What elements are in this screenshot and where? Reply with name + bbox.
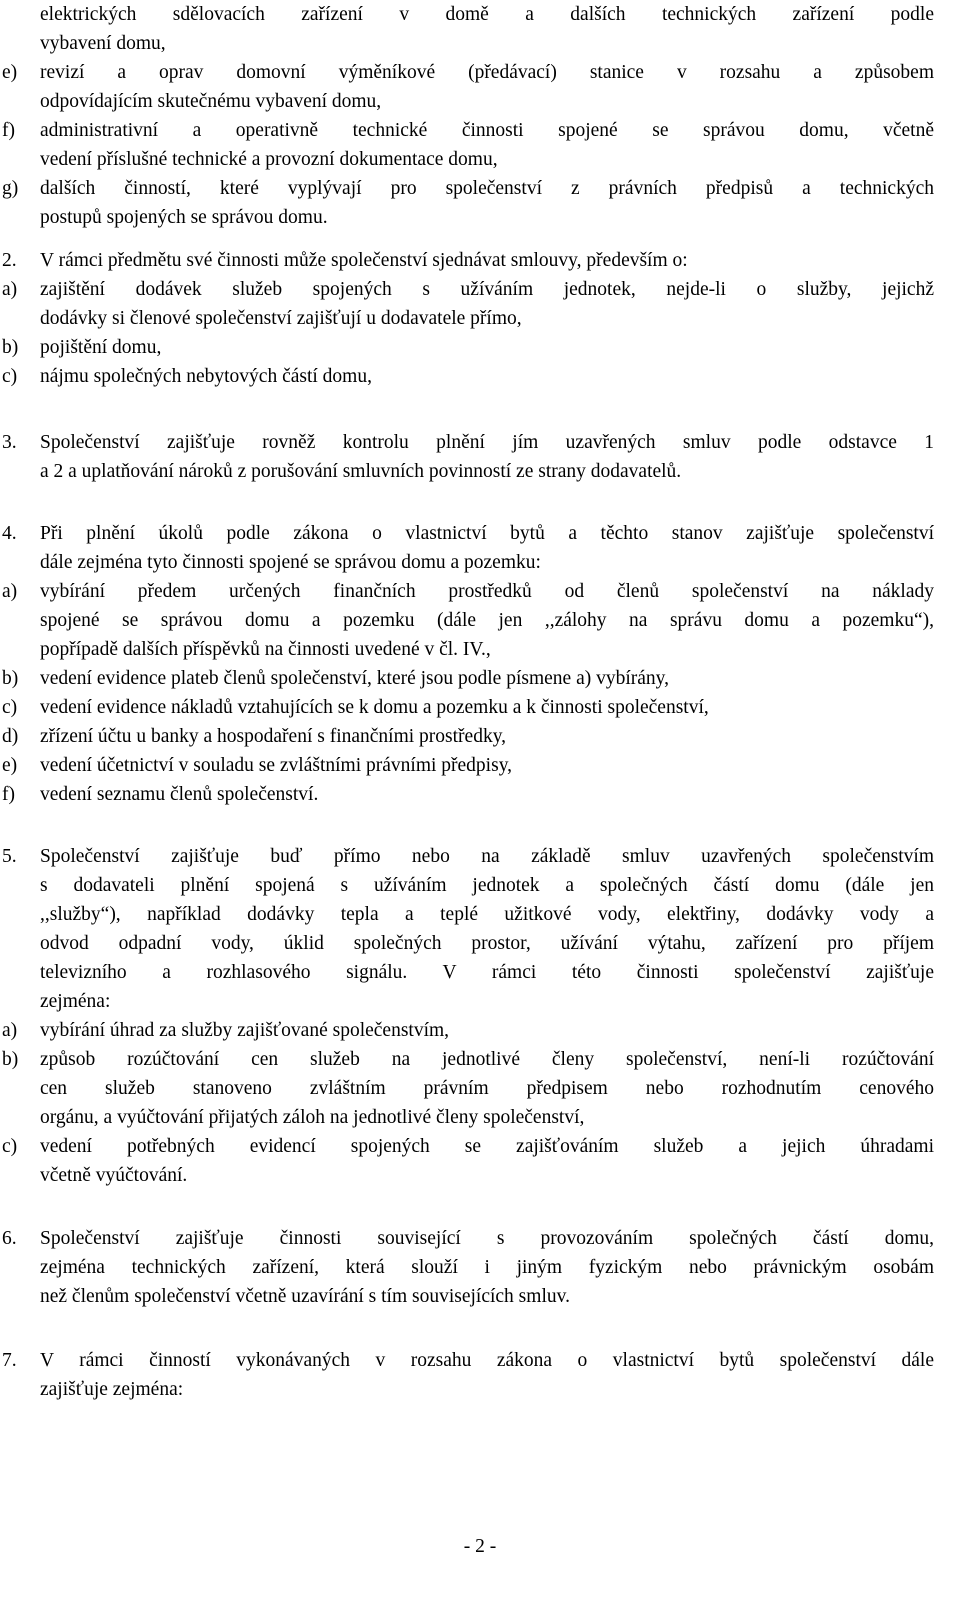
paragraph-line: zejména technických zařízení, která slouží i jiným fyzickým nebo právnickým osobám: [40, 1257, 934, 1278]
list-marker: c): [2, 366, 18, 387]
paragraph-line: vybavení domu,: [40, 33, 166, 54]
list-marker: 3.: [2, 432, 17, 453]
paragraph-line: orgánu, a vyúčtování přijatých záloh na jednotlivé členy společenství,: [40, 1107, 585, 1128]
paragraph-line: odpovídajícím skutečnému vybavení domu,: [40, 91, 382, 112]
list-item-text: V rámci činností vykonávaných v rozsahu zákona o vlastnictví bytů společenství dále: [40, 1350, 934, 1371]
list-marker: a): [2, 1020, 18, 1041]
paragraph-line: elektrických sdělovacích zařízení v domě a dalších technických zařízení podle: [40, 4, 934, 25]
paragraph-line: odvod odpadní vody, úklid společných prostor, užívání výtahu, zařízení pro příjem: [40, 933, 934, 954]
list-item-text: vedení evidence nákladů vztahujících se k domu a pozemku a k činnosti společenství,: [40, 697, 709, 718]
list-item-text: Společenství zajišťuje buď přímo nebo na základě smluv uzavřených společenstvím: [40, 846, 934, 867]
list-marker: c): [2, 697, 18, 718]
paragraph-line: postupů spojených se správou domu.: [40, 207, 328, 228]
list-item-text: způsob rozúčtování cen služeb na jednotlivé členy společenství, není-li rozúčtování: [40, 1049, 934, 1070]
list-marker: a): [2, 279, 18, 300]
list-marker: d): [2, 726, 19, 747]
list-item-text: zajištění dodávek služeb spojených s užíváním jednotek, nejde-li o služby, jejichž: [40, 279, 934, 300]
paragraph-line: včetně vyúčtování.: [40, 1165, 188, 1186]
list-marker: 6.: [2, 1228, 17, 1249]
list-item-text: Společenství zajišťuje činnosti související s provozováním společných částí domu,: [40, 1228, 934, 1249]
list-item-text: dalších činností, které vyplývají pro společenství z právních předpisů a technických: [40, 178, 934, 199]
paragraph-line: spojené se správou domu a pozemku (dále jen ,,zálohy na správu domu a pozemku“),: [40, 610, 934, 631]
page-number: - 2 -: [463, 1536, 497, 1557]
list-marker: a): [2, 581, 18, 602]
paragraph-line: zajišťuje zejména:: [40, 1379, 184, 1400]
paragraph-line: a 2 a uplatňování nároků z porušování smluvních povinností ze strany dodavatelů.: [40, 461, 682, 482]
list-marker: 5.: [2, 846, 17, 867]
paragraph-line: cen služeb stanoveno zvláštním právním předpisem nebo rozhodnutím cenového: [40, 1078, 934, 1099]
list-marker: 2.: [2, 250, 17, 271]
list-item-text: vedení seznamu členů společenství.: [40, 784, 319, 805]
paragraph-line: ,,služby“), například dodávky tepla a teplé užitkové vody, elektřiny, dodávky vody a: [40, 904, 934, 925]
list-marker: b): [2, 668, 19, 689]
list-item-text: vedení evidence plateb členů společenství, které jsou podle písmene a) vybírány,: [40, 668, 670, 689]
list-marker: f): [2, 120, 15, 141]
list-item-text: Společenství zajišťuje rovněž kontrolu plnění jím uzavřených smluv podle odstavce 1: [40, 432, 934, 453]
list-item-text: vedení účetnictví v souladu se zvláštními právními předpisy,: [40, 755, 513, 776]
paragraph-line: vedení příslušné technické a provozní dokumentace domu,: [40, 149, 498, 170]
list-marker: 7.: [2, 1350, 17, 1371]
list-item-text: administrativní a operativně technické činnosti spojené se správou domu, včetně: [40, 120, 934, 141]
list-marker: e): [2, 62, 18, 83]
list-marker: 4.: [2, 523, 17, 544]
list-item-text: vybírání předem určených finančních prostředků od členů společenství na náklady: [40, 581, 934, 602]
paragraph-line: dodávky si členové společenství zajišťují u dodavatele přímo,: [40, 308, 522, 329]
list-marker: b): [2, 337, 19, 358]
list-item-text: nájmu společných nebytových částí domu,: [40, 366, 372, 387]
list-marker: f): [2, 784, 15, 805]
paragraph-line: než členům společenství včetně uzavírání s tím souvisejících smluv.: [40, 1286, 570, 1307]
list-item-text: Při plnění úkolů podle zákona o vlastnictví bytů a těchto stanov zajišťuje společenství: [40, 523, 934, 544]
list-item-text: V rámci předmětu své činnosti může společenství sjednávat smlouvy, především o:: [40, 250, 688, 271]
list-marker: c): [2, 1136, 18, 1157]
list-item-text: revizí a oprav domovní výměníkové (předávací) stanice v rozsahu a způsobem: [40, 62, 934, 83]
list-item-text: vybírání úhrad za služby zajišťované společenstvím,: [40, 1020, 450, 1041]
list-marker: e): [2, 755, 18, 776]
paragraph-line: s dodavateli plnění spojená s užíváním jednotek a společných částí domu (dále jen: [40, 875, 934, 896]
paragraph-line: dále zejména tyto činnosti spojené se správou domu a pozemku:: [40, 552, 541, 573]
list-item-text: zřízení účtu u banky a hospodaření s finančními prostředky,: [40, 726, 507, 747]
paragraph-line: televizního a rozhlasového signálu. V rámci této činnosti společenství zajišťuje: [40, 962, 934, 983]
paragraph-line: zejména:: [40, 991, 111, 1012]
list-marker: b): [2, 1049, 19, 1070]
paragraph-line: popřípadě dalších příspěvků na činnosti uvedené v čl. IV.,: [40, 639, 491, 660]
list-item-text: vedení potřebných evidencí spojených se zajišťováním služeb a jejich úhradami: [40, 1136, 934, 1157]
list-item-text: pojištění domu,: [40, 337, 162, 358]
list-marker: g): [2, 178, 19, 199]
